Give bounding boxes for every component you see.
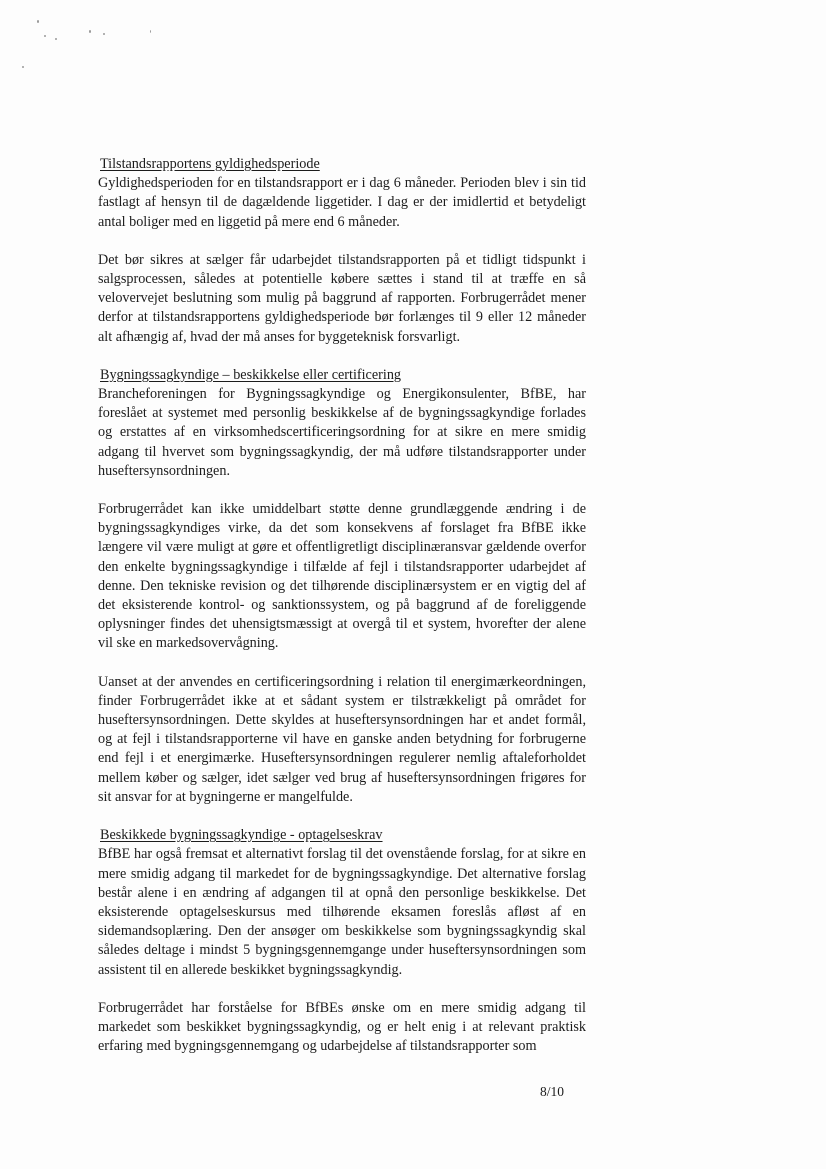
scan-speck [22, 66, 24, 68]
section-heading: Beskikkede bygningssagkyndige - optagelseskrav [100, 827, 383, 844]
section-beskikkelse-certificering [88, 366, 586, 807]
scan-speck [89, 30, 91, 33]
scan-speck [150, 30, 151, 33]
section-heading: Tilstandsrapportens gyldighedsperiode [100, 156, 320, 172]
document-body [88, 155, 586, 1056]
paragraph: Brancheforeningen for Bygningssagkyndige og Energikonsulenter, BfBE, har foreslået at systemet med personlig beskikkelse af de bygningssagkyndige forlades og erstattes af en virksomhedscertificeringsordning for at sikre en mere smidig adgang til hvervet som bygningssagkyndig, der må udføre tilstandsrapporter under huseftersynsordningen. [98, 386, 586, 479]
section-heading: Bygningssagkyndige – beskikkelse eller certificering [100, 366, 402, 383]
section-optagelseskrav [88, 826, 586, 1056]
page-number: 8/10 [540, 1084, 565, 1099]
scan-speck [44, 35, 46, 37]
paragraph: Forbrugerrådet har forståelse for BfBEs ønske om en mere smidig adgang til markedet som beskikket bygningssagkyndig, og er helt enig i at relevant praktisk erfaring med bygningsgennemgang og udarbejdelse af tilstandsrapporter som [98, 999, 586, 1055]
section-gyldighedsperiode [88, 155, 586, 347]
paragraph: BfBE har også fremsat et alternativt forslag til det ovenstående forslag, for at sikre en mere smidig adgang til markedet for de bygningssagkyndige. Det alternative forslag består alene i en ændring af adgangen til at opnå den personlige beskikkelse. Det eksisterende optagelseskursus med tilhørende eksamen foreslås afløst af en sidemandsoplæring. Den der ansøger om beskikkelse som bygningssagkyndig skal således deltage i mindst 5 bygningsgennemgange under huseftersynsordningen som assistent til en allerede beskikket bygningssagkyndig. [98, 846, 586, 978]
paragraph: Det bør sikres at sælger får udarbejdet tilstandsrapporten på et tidligt tidspunkt i salgsprocessen, således at potentielle købere sættes i stand til at træffe en så velovervejet beslutning som mulig på baggrund af rapporten. Forbrugerrådet mener derfor at tilstandsrapportens gyldighedsperiode bør forlænges til 9 eller 12 måneder alt afhængig af, hvad der må anses for byggeteknisk forsvarligt. [98, 251, 586, 345]
paragraph: Gyldighedsperioden for en tilstandsrapport er i dag 6 måneder. Perioden blev i sin tid fastlagt af hensyn til de dagældende liggetider. I dag er der imidlertid et betydeligt antal boliger med en liggetid på mere end 6 måneder. [98, 175, 586, 230]
scan-speck [37, 20, 39, 23]
paragraph: Uanset at der anvendes en certificeringsordning i relation til energimærkeordningen, finder Forbrugerrådet ikke at et sådant system er tilstrækkeligt på området for huseftersynsordningen. Dette skyldes at huseftersynsordningen har et andet formål, og at fejl i tilstandsrapporterne vil have en ganske anden betydning for forbrugerne end fejl i et energimærke. Huseftersynsordningen regulerer nemlig aftaleforholdet mellem køber og sælger, idet sælger ved brug af huseftersynsordningen frigøres for sit ansvar for at bygningerne er mangelfulde. [98, 673, 586, 805]
scan-speck [55, 38, 57, 40]
paragraph: Forbrugerrådet kan ikke umiddelbart støtte denne grundlæggende ændring i de bygningssagkyndiges virke, da det som konsekvens af forslaget fra BfBE ikke længere vil være muligt at gøre et offentligretligt disciplinæransvar gældende overfor den enkelte bygningssagkyndige i tilfælde af fejl i tilstandsrapporter udarbejdet af denne. Den tekniske revision og det tilhørende disciplinærsystem er en vigtig del af det eksisterende kontrol- og sanktionssystem, og på baggrund af de foreliggende oplysninger findes det uhensigtsmæssigt at overgå til et system, hvorefter der alene vil ske en markedsovervågning. [98, 501, 586, 652]
scan-speck [103, 33, 105, 35]
